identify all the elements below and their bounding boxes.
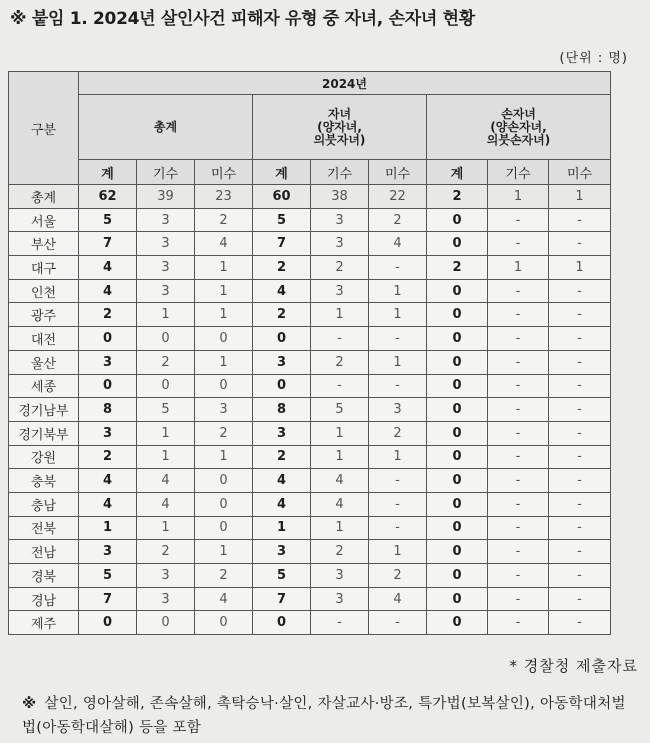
col-header-total: 계	[79, 160, 137, 185]
value-cell: 3	[253, 421, 311, 445]
table-row	[9, 540, 611, 564]
region-cell: 전북	[9, 516, 79, 540]
value-cell: 3	[253, 350, 311, 374]
value-cell: -	[549, 587, 611, 611]
value-cell: -	[549, 374, 611, 398]
value-cell: -	[549, 445, 611, 469]
value-cell: 0	[427, 611, 488, 635]
value-cell: 0	[137, 611, 195, 635]
value-cell: 2	[369, 421, 427, 445]
value-cell: 3	[195, 398, 253, 422]
value-cell: 0	[253, 374, 311, 398]
value-cell: 2	[369, 564, 427, 588]
value-cell: -	[488, 303, 549, 327]
value-cell: 4	[137, 492, 195, 516]
value-cell: 8	[253, 398, 311, 422]
value-cell: 0	[427, 327, 488, 351]
value-cell: -	[488, 374, 549, 398]
value-cell: 4	[79, 256, 137, 280]
value-cell: 22	[369, 185, 427, 209]
region-cell: 전남	[9, 540, 79, 564]
value-cell: 7	[253, 232, 311, 256]
value-cell: -	[311, 327, 369, 351]
value-cell: 1	[195, 350, 253, 374]
table-row	[9, 232, 611, 256]
value-cell: 5	[253, 564, 311, 588]
value-cell: 0	[427, 421, 488, 445]
value-cell: 1	[369, 350, 427, 374]
value-cell: 2	[137, 350, 195, 374]
value-cell: 38	[311, 185, 369, 209]
col-header-total: 계	[253, 160, 311, 185]
value-cell: -	[488, 564, 549, 588]
value-cell: 0	[195, 516, 253, 540]
value-cell: 2	[195, 421, 253, 445]
value-cell: 7	[79, 587, 137, 611]
value-cell: -	[488, 421, 549, 445]
value-cell: 4	[253, 492, 311, 516]
region-cell: 경기남부	[9, 398, 79, 422]
region-cell: 경북	[9, 564, 79, 588]
value-cell: 39	[137, 185, 195, 209]
value-cell: 62	[79, 185, 137, 209]
value-cell: 0	[427, 516, 488, 540]
value-cell: 0	[427, 374, 488, 398]
value-cell: 3	[253, 540, 311, 564]
value-cell: -	[488, 469, 549, 493]
value-cell: -	[488, 208, 549, 232]
value-cell: 1	[137, 303, 195, 327]
value-cell: 2	[79, 445, 137, 469]
col-header-total: 계	[427, 160, 488, 185]
table-row	[9, 208, 611, 232]
value-cell: 0	[427, 492, 488, 516]
region-cell: 제주	[9, 611, 79, 635]
group-header-children: 자녀 (양자녀, 의붓자녀)	[253, 95, 427, 160]
value-cell: -	[488, 327, 549, 351]
value-cell: 0	[427, 564, 488, 588]
value-cell: 1	[311, 421, 369, 445]
value-cell: 1	[195, 540, 253, 564]
value-cell: -	[549, 208, 611, 232]
value-cell: -	[369, 516, 427, 540]
value-cell: -	[549, 327, 611, 351]
value-cell: 4	[195, 587, 253, 611]
region-cell: 대구	[9, 256, 79, 280]
col-header-attempted: 미수	[549, 160, 611, 185]
value-cell: -	[488, 492, 549, 516]
value-cell: 1	[549, 256, 611, 280]
unit-label: (단위 : 명)	[559, 51, 628, 66]
value-cell: 4	[79, 279, 137, 303]
value-cell: 1	[311, 303, 369, 327]
value-cell: 5	[311, 398, 369, 422]
region-cell: 총계	[9, 185, 79, 209]
value-cell: -	[369, 469, 427, 493]
col-header-completed: 기수	[137, 160, 195, 185]
col-header-completed: 기수	[311, 160, 369, 185]
table-row	[9, 256, 611, 280]
value-cell: 3	[137, 279, 195, 303]
value-cell: 2	[253, 256, 311, 280]
value-cell: 60	[253, 185, 311, 209]
col-header-attempted: 미수	[369, 160, 427, 185]
value-cell: 1	[369, 540, 427, 564]
value-cell: 1	[137, 516, 195, 540]
value-cell: 1	[137, 421, 195, 445]
value-cell: 0	[427, 398, 488, 422]
value-cell: -	[549, 350, 611, 374]
value-cell: 3	[79, 421, 137, 445]
value-cell: 0	[427, 469, 488, 493]
value-cell: 0	[427, 232, 488, 256]
table-row	[9, 279, 611, 303]
region-cell: 서울	[9, 208, 79, 232]
value-cell: -	[549, 469, 611, 493]
value-cell: 0	[137, 374, 195, 398]
value-cell: 2	[253, 445, 311, 469]
table-row	[9, 516, 611, 540]
year-header: 2024년	[79, 72, 611, 95]
value-cell: 1	[488, 185, 549, 209]
value-cell: 3	[311, 587, 369, 611]
region-cell: 경기북부	[9, 421, 79, 445]
source-note: * 경찰청 제출자료	[509, 657, 638, 675]
value-cell: -	[488, 279, 549, 303]
value-cell: -	[369, 256, 427, 280]
value-cell: 1	[137, 445, 195, 469]
value-cell: -	[311, 611, 369, 635]
value-cell: -	[549, 279, 611, 303]
value-cell: 7	[79, 232, 137, 256]
value-cell: 2	[79, 303, 137, 327]
table-row	[9, 350, 611, 374]
value-cell: 1	[369, 445, 427, 469]
region-cell: 부산	[9, 232, 79, 256]
value-cell: 3	[311, 564, 369, 588]
value-cell: 3	[137, 208, 195, 232]
value-cell: 3	[137, 564, 195, 588]
value-cell: 2	[195, 564, 253, 588]
value-cell: 1	[195, 279, 253, 303]
value-cell: -	[549, 421, 611, 445]
value-cell: -	[549, 564, 611, 588]
table-row	[9, 492, 611, 516]
value-cell: 4	[195, 232, 253, 256]
col-header-completed: 기수	[488, 160, 549, 185]
value-cell: 0	[79, 327, 137, 351]
value-cell: 2	[369, 208, 427, 232]
value-cell: 3	[137, 232, 195, 256]
table-row	[9, 327, 611, 351]
value-cell: -	[488, 232, 549, 256]
value-cell: 5	[79, 564, 137, 588]
region-cell: 세종	[9, 374, 79, 398]
value-cell: -	[549, 303, 611, 327]
group-header-total: 총계	[79, 95, 253, 160]
value-cell: -	[488, 350, 549, 374]
value-cell: 1	[311, 445, 369, 469]
table-row	[9, 421, 611, 445]
value-cell: -	[488, 398, 549, 422]
value-cell: 2	[253, 303, 311, 327]
value-cell: 2	[137, 540, 195, 564]
value-cell: 1	[311, 516, 369, 540]
value-cell: -	[369, 611, 427, 635]
value-cell: 1	[195, 445, 253, 469]
footnote-mark: ※	[22, 696, 37, 712]
table-row	[9, 445, 611, 469]
value-cell: 2	[195, 208, 253, 232]
value-cell: 4	[79, 469, 137, 493]
value-cell: 5	[79, 208, 137, 232]
value-cell: 8	[79, 398, 137, 422]
value-cell: 1	[253, 516, 311, 540]
value-cell: 1	[369, 279, 427, 303]
value-cell: 4	[79, 492, 137, 516]
page-title: ※ 붙임 1. 2024년 살인사건 피해자 유형 중 자녀, 손자녀 현황	[10, 9, 475, 29]
value-cell: 0	[427, 587, 488, 611]
region-cell: 광주	[9, 303, 79, 327]
value-cell: 0	[427, 350, 488, 374]
value-cell: 0	[195, 469, 253, 493]
value-cell: -	[488, 611, 549, 635]
value-cell: 4	[369, 587, 427, 611]
region-cell: 경남	[9, 587, 79, 611]
value-cell: -	[549, 492, 611, 516]
value-cell: 3	[137, 256, 195, 280]
value-cell: 1	[195, 303, 253, 327]
value-cell: -	[369, 374, 427, 398]
value-cell: 0	[195, 611, 253, 635]
row-header: 구분	[9, 72, 79, 185]
table-row	[9, 611, 611, 635]
value-cell: 4	[253, 469, 311, 493]
value-cell: 0	[427, 540, 488, 564]
value-cell: -	[488, 540, 549, 564]
value-cell: -	[549, 611, 611, 635]
value-cell: 3	[311, 208, 369, 232]
value-cell: 0	[195, 492, 253, 516]
region-cell: 대전	[9, 327, 79, 351]
value-cell: 3	[79, 350, 137, 374]
value-cell: 2	[311, 256, 369, 280]
value-cell: 1	[549, 185, 611, 209]
table-row	[9, 469, 611, 493]
value-cell: 1	[195, 256, 253, 280]
value-cell: 3	[79, 540, 137, 564]
value-cell: -	[488, 587, 549, 611]
value-cell: 3	[311, 279, 369, 303]
table-body	[9, 185, 611, 635]
value-cell: 0	[79, 611, 137, 635]
value-cell: 2	[311, 350, 369, 374]
value-cell: 3	[311, 232, 369, 256]
value-cell: 0	[253, 611, 311, 635]
value-cell: 1	[79, 516, 137, 540]
value-cell: 3	[369, 398, 427, 422]
col-header-attempted: 미수	[195, 160, 253, 185]
table-row	[9, 564, 611, 588]
value-cell: -	[311, 374, 369, 398]
value-cell: 4	[311, 492, 369, 516]
value-cell: 0	[195, 374, 253, 398]
value-cell: 0	[427, 303, 488, 327]
value-cell: 4	[311, 469, 369, 493]
value-cell: -	[488, 516, 549, 540]
region-cell: 충남	[9, 492, 79, 516]
value-cell: 5	[253, 208, 311, 232]
value-cell: 2	[427, 256, 488, 280]
value-cell: -	[549, 398, 611, 422]
value-cell: 4	[253, 279, 311, 303]
footnote-text: 살인, 영아살해, 존속살해, 촉탁승낙·살인, 자살교사·방조, 특가법(보복살인), 아동학대처벌법(아동학대살해) 등을 포함	[22, 696, 626, 736]
value-cell: 0	[137, 327, 195, 351]
value-cell: -	[369, 327, 427, 351]
victim-stats-table	[8, 71, 611, 635]
value-cell: 23	[195, 185, 253, 209]
value-cell: -	[549, 516, 611, 540]
value-cell: 0	[195, 327, 253, 351]
value-cell: 0	[427, 445, 488, 469]
value-cell: 0	[79, 374, 137, 398]
table-row	[9, 587, 611, 611]
value-cell: -	[488, 445, 549, 469]
value-cell: -	[549, 232, 611, 256]
value-cell: -	[549, 540, 611, 564]
value-cell: 0	[427, 279, 488, 303]
region-cell: 인천	[9, 279, 79, 303]
group-header-grandchildren: 손자녀 (양손자녀, 의붓손자녀)	[427, 95, 611, 160]
value-cell: 1	[488, 256, 549, 280]
region-cell: 울산	[9, 350, 79, 374]
value-cell: 7	[253, 587, 311, 611]
table-row	[9, 374, 611, 398]
value-cell: 5	[137, 398, 195, 422]
value-cell: 0	[427, 208, 488, 232]
value-cell: 1	[369, 303, 427, 327]
region-cell: 강원	[9, 445, 79, 469]
value-cell: 3	[137, 587, 195, 611]
value-cell: 4	[369, 232, 427, 256]
table-row	[9, 303, 611, 327]
footnote	[22, 692, 636, 740]
table-row	[9, 398, 611, 422]
value-cell: -	[369, 492, 427, 516]
value-cell: 4	[137, 469, 195, 493]
value-cell: 2	[311, 540, 369, 564]
value-cell: 2	[427, 185, 488, 209]
region-cell: 충북	[9, 469, 79, 493]
table-row	[9, 185, 611, 209]
value-cell: 0	[253, 327, 311, 351]
